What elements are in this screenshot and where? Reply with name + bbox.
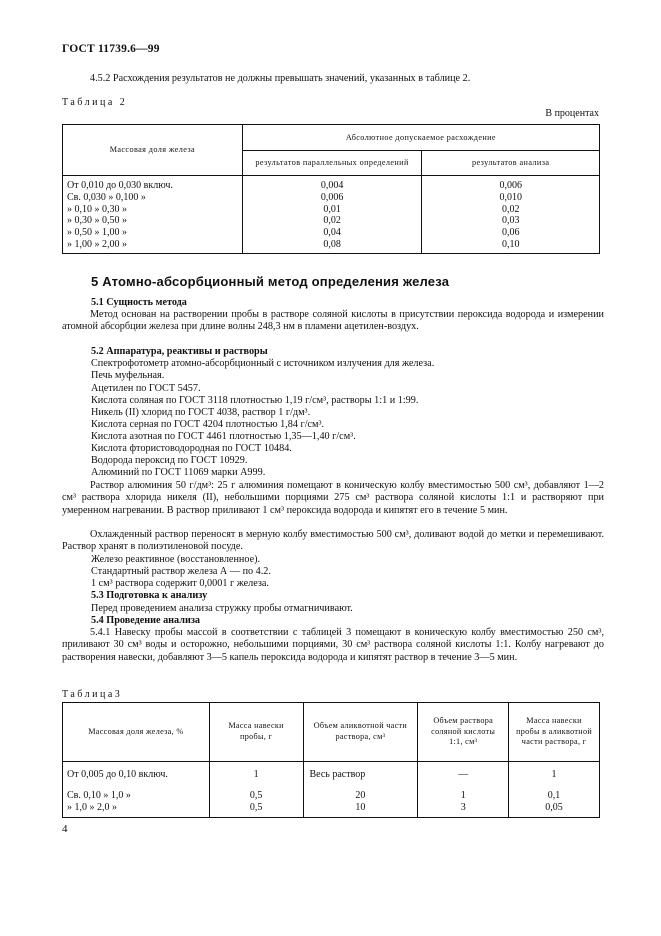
list-item: Водорода пероксид по ГОСТ 10929.	[91, 455, 248, 466]
list-item: Ацетилен по ГОСТ 5457.	[91, 383, 201, 394]
t3-aliquot-cell	[303, 781, 418, 817]
t2-header-analysis: результатов анализа	[422, 151, 600, 176]
table-cell: 0,02	[501, 203, 520, 215]
table-cell: » 0,10 » 0,30 »	[67, 203, 127, 215]
table2-units: В процентах	[545, 108, 599, 119]
table-cell: 0,10	[501, 238, 520, 250]
section-5-1-text: Метод основан на растворении пробы в растворе соляной кислоты в присутствии пероксида водорода и измерении атомной абсорбции железа при длине волны 248,3 нм в пламени ацетилен-воздух.	[62, 309, 604, 333]
table-cell: 0,04	[323, 227, 341, 239]
paragraph-4-5-2: 4.5.2 Расхождения результатов не должны превышать значений, указанных в таблице 2.	[90, 73, 471, 84]
standard-solution-text: Стандартный раствор железа А — по 4.2.	[91, 566, 271, 577]
table2-caption: Таблица 2	[62, 97, 128, 108]
t3-header-sample: Масса навески пробы, г	[209, 703, 303, 762]
iron-reactive-text: Железо реактивное (восстановленное).	[91, 554, 261, 565]
list-item: Никель (II) хлорид по ГОСТ 4038, раствор 1 г/дм³.	[91, 407, 311, 418]
table-cell: От 0,005 до 0,10 включ.	[63, 762, 210, 782]
section-5-title: 5 Атомно-абсорбционный метод определения железа	[91, 274, 450, 289]
list-item: Спектрофотометр атомно-абсорбционный с источником излучения для железа.	[91, 358, 435, 369]
table-cell: 20	[355, 790, 366, 802]
list-item: Кислота азотная по ГОСТ 4461 плотностью 1,35—1,40 г/см³.	[91, 431, 356, 442]
table-cell: Св. 0,10 » 1,0 »	[67, 790, 131, 802]
table-cell: 1	[460, 790, 466, 802]
t2-mass-column	[63, 176, 243, 254]
t2-header-parallel: результатов параллельных определений	[242, 151, 422, 176]
table-cell: 0,01	[323, 203, 341, 215]
table-cell: » 0,30 » 0,50 »	[67, 215, 127, 227]
table-row	[63, 762, 600, 782]
t3-sample-cell	[209, 781, 303, 817]
table-cell: 0,02	[323, 215, 341, 227]
section-5-3-title: 5.3 Подготовка к анализу	[91, 590, 208, 601]
t2-analysis-column	[422, 176, 600, 254]
table-cell: 0,5	[249, 801, 263, 813]
table-cell: 0,006	[320, 191, 344, 203]
table-cell: От 0,010 до 0,030 включ.	[67, 180, 173, 191]
table-cell: 0,5	[249, 790, 263, 802]
table3-caption: Таблица3	[62, 689, 123, 700]
cooled-solution-text: Охлажденный раствор переносят в мерную колбу вместимостью 500 см³, доливают водой до метки и перемешивают. Раствор хранят в полиэтиленовой посуде.	[62, 529, 604, 553]
t2-header-group: Абсолютное допускаемое расхождение	[242, 125, 599, 151]
page-number: 4	[62, 823, 68, 835]
table-cell: Весь раствор	[303, 762, 418, 782]
aluminium-solution-text: Раствор алюминия 50 г/дм³: 25 г алюминия помещают в коническую колбу вместимостью 500 см³, добавляют 1—2 см³ раствора хлорида никеля (II), небольшими порциями 275 см³ раствора соляной кислоты 1:1 и растворяют при умеренном нагревании. В раствор приливают 1 см³ пероксида водорода и кипятят его в течение 5 мин.	[62, 480, 604, 516]
list-item: Алюминий по ГОСТ 11069 марки А999.	[91, 467, 266, 478]
t3-header-acid: Объем раствора соляной кислоты 1:1, см³	[418, 703, 509, 762]
table-cell: 0,03	[501, 215, 520, 227]
table-cell: —	[418, 762, 509, 782]
table-row	[63, 781, 600, 817]
table-cell: 1	[509, 762, 600, 782]
section-5-2-title: 5.2 Аппаратура, реактивы и растворы	[91, 346, 268, 357]
table-cell: » 1,00 » 2,00 »	[67, 238, 127, 250]
table-cell: Св. 0,030 » 0,100 »	[67, 191, 146, 203]
section-5-1-title: 5.1 Сущность метода	[91, 297, 187, 308]
list-item: Кислота соляная по ГОСТ 3118 плотностью 1,19 г/см³, растворы 1:1 и 1:99.	[91, 395, 419, 406]
t2-parallel-column	[242, 176, 422, 254]
table-2	[62, 124, 600, 254]
page-header: ГОСТ 11739.6—99	[62, 43, 160, 55]
t3-mass-cell	[63, 781, 210, 817]
table-cell: 1	[209, 762, 303, 782]
table-cell: 0,010	[499, 191, 522, 203]
t2-header-mass: Массовая доля железа	[63, 125, 243, 176]
table-cell: 0,08	[323, 238, 341, 250]
table-cell: 3	[460, 801, 466, 813]
list-item: Кислота фтористоводородная по ГОСТ 10484.	[91, 443, 292, 454]
t3-sample-aliquot-cell	[509, 781, 600, 817]
table-3	[62, 702, 600, 818]
section-5-4-1-text: 5.4.1 Навеску пробы массой в соответствии с таблицей 3 помещают в коническую колбу вместимостью 250 см³, приливают 30 см³ воды и осторожно, небольшими порциями, 30 см³ раствора соляной кислоты 1:1. Колбу нагревают до растворения навески, добавляют 3—5 капель пероксида водорода и кипятят раствор в течение 3—5 мин.	[62, 627, 604, 663]
t3-header-aliquot: Объем аликвотной части раствора, см³	[303, 703, 418, 762]
table-cell: » 1,0 » 2,0 »	[67, 801, 117, 813]
section-5-3-text: Перед проведением анализа стружку пробы отмагничивают.	[91, 603, 353, 614]
t3-header-mass: Массовая доля железа, %	[63, 703, 210, 762]
table-cell: » 0,50 » 1,00 »	[67, 227, 127, 239]
t3-header-sample-aliquot: Масса навески пробы в аликвотной части раствора, г	[509, 703, 600, 762]
table-cell: 0,006	[499, 180, 522, 191]
section-5-4-title: 5.4 Проведение анализа	[91, 615, 201, 626]
list-item: Кислота серная по ГОСТ 4204 плотностью 1,84 г/см³.	[91, 419, 325, 430]
solution-contains-text: 1 см³ раствора содержит 0,0001 г железа.	[91, 578, 269, 589]
table-cell: 10	[355, 801, 366, 813]
table-cell: 0,1	[547, 790, 561, 802]
table-cell: 0,06	[501, 227, 520, 239]
t3-acid-cell	[418, 781, 509, 817]
table-cell: 0,05	[545, 801, 563, 813]
list-item: Печь муфельная.	[91, 370, 165, 381]
table-cell: 0,004	[320, 180, 344, 191]
